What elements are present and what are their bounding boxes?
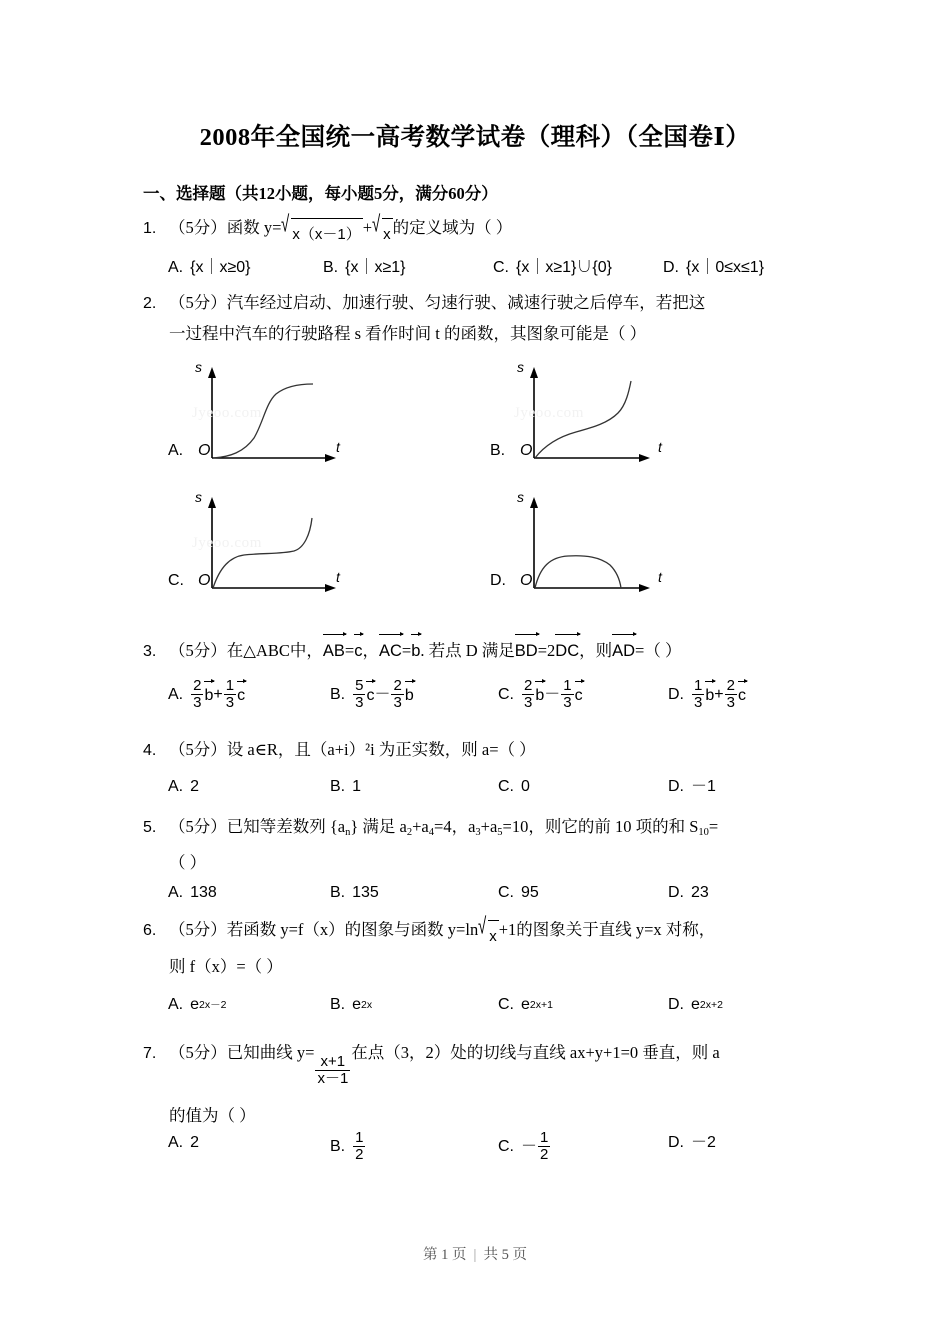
- vector-ac: AC: [379, 634, 402, 666]
- question-2: [143, 288, 843, 349]
- option-1-c[interactable]: C. {x｜x≥1}∪{0}: [493, 259, 612, 276]
- option-5-c[interactable]: C. 95: [498, 884, 539, 901]
- question-5-score: （5分）: [169, 817, 227, 836]
- question-1-stem-suffix: 的定义域为（ ）: [392, 218, 513, 237]
- option-7-c[interactable]: C. － $\frac{1}{2}$: [498, 1129, 549, 1164]
- figure-d-tag: D.: [490, 572, 506, 589]
- option-6-a[interactable]: A. e 2x－2: [168, 996, 227, 1013]
- watermark-b: Jyeoo.com: [514, 405, 584, 421]
- vector-3b-1: c: [366, 681, 374, 709]
- option-1-b[interactable]: B. {x｜x≥1}: [323, 259, 406, 276]
- fraction-3b-2: $\frac{2}{3}$: [393, 677, 402, 712]
- question-4-stem: （5分）设 a∈R，且（a+i）²i 为正实数，则 a=（ ）: [169, 740, 536, 759]
- question-2-line1: 汽车经过启动、加速行驶、匀速行驶、减速行驶之后停车，若把这: [226, 293, 706, 312]
- option-5-d[interactable]: D. 23: [668, 884, 709, 901]
- option-3-d[interactable]: D. $\frac{1}{3}$ b + $\frac{2}{3}$ c: [668, 677, 746, 712]
- option-4-a[interactable]: A. 2: [168, 778, 200, 795]
- question-7-score: （5分）: [169, 1043, 227, 1062]
- figure-d-y-axis-label: s: [517, 489, 524, 505]
- option-3-b[interactable]: B. $\frac{5}{3}$ c － $\frac{2}{3}$ b: [330, 677, 414, 712]
- question-4-score: （5分）: [169, 740, 227, 759]
- vector-3d-1: b: [705, 681, 714, 709]
- question-6-number: 6.: [143, 922, 157, 939]
- figure-a-x-axis-label: t: [336, 439, 340, 455]
- figure-c-x-axis-label: t: [336, 569, 340, 585]
- vector-c: c: [354, 634, 362, 666]
- question-3: [143, 634, 843, 667]
- figure-b-x-axis-label: t: [658, 439, 662, 455]
- footer-separator: |: [473, 1247, 477, 1263]
- question-2-line2: 一过程中汽车的行驶路程 s 看作时间 t 的函数，其图象可能是（ ）: [169, 324, 647, 343]
- figure-a-y-axis-label: s: [195, 359, 202, 375]
- option-1-a[interactable]: A. {x｜x≥0}: [168, 259, 251, 276]
- question-3-stem: （5分）在△ABC中，AB=c，AC=b. 若点 D 满足BD=2DC，则AD=（ ）: [169, 641, 681, 660]
- option-3-c[interactable]: C. $\frac{2}{3}$ b － $\frac{1}{3}$ c: [498, 677, 583, 712]
- question-7-line2: 的值为（ ）: [169, 1106, 256, 1126]
- question-5: [143, 812, 863, 878]
- plus-operator: +: [362, 218, 373, 237]
- question-7-stem: （5分）已知曲线 y= $\frac{x+1}{x-1}$ 在点（3，2）处的切线与直线 ax+y+1=0 垂直，则 a: [169, 1043, 720, 1087]
- sqrt-expression-q6: √ x: [478, 920, 498, 952]
- vector-ad: AD: [612, 634, 635, 666]
- fraction-3b-1: $\frac{5}{3}$: [355, 677, 364, 712]
- watermark-c: Jyeoo.com: [192, 535, 262, 551]
- fraction-3c-2: $\frac{1}{3}$: [563, 677, 572, 712]
- question-1: [143, 213, 843, 250]
- question-6: [143, 915, 843, 982]
- question-4-number: 4.: [143, 742, 157, 759]
- figure-a-origin: O: [198, 442, 211, 459]
- question-6-line2: 则 f（x）=（ ）: [169, 957, 283, 977]
- option-7-d[interactable]: D. －2: [668, 1134, 716, 1151]
- option-7-a[interactable]: A. 2: [168, 1134, 200, 1151]
- fraction-7b: $\frac{1}{2}$: [355, 1129, 364, 1164]
- figure-c-y-axis-label: s: [195, 489, 202, 505]
- question-7-number: 7.: [143, 1045, 157, 1062]
- vector-3c-1: b: [535, 681, 544, 709]
- option-3-a[interactable]: A. $\frac{2}{3}$ b + $\frac{1}{3}$ c: [168, 677, 246, 712]
- question-1-number: 1.: [143, 220, 157, 237]
- figure-c-origin: O: [198, 572, 211, 589]
- fraction-3d-1: $\frac{1}{3}$: [694, 677, 703, 712]
- question-5-stem: （5分）已知等差数列 $\{a_n\}$ 满足 $a_2+a_4=4$，$a_3+a_5=10$，则它的前 10 项的和 $S_{10}=$: [169, 817, 719, 838]
- option-4-c[interactable]: C. 0: [498, 778, 530, 795]
- watermark-a: Jyeoo.com: [192, 405, 262, 421]
- figure-b-origin: O: [520, 442, 533, 459]
- question-6-stem: （5分）若函数 y=f（x）的图象与函数 y=ln √ x +1的图象关于直线 y=x 对称，: [169, 920, 715, 939]
- figure-a-tag: A.: [168, 442, 184, 459]
- option-6-b[interactable]: B. e 2x: [330, 996, 373, 1013]
- option-4-b[interactable]: B. 1: [330, 778, 362, 795]
- question-5-line2: （ ）: [169, 852, 207, 872]
- fraction-3a-1: $\frac{2}{3}$: [193, 677, 202, 712]
- option-6-c[interactable]: C. e 2x+1: [498, 996, 553, 1013]
- sqrt-expression-1: √ x（x－1）: [281, 218, 362, 250]
- question-1-stem: [169, 212, 513, 244]
- figure-c-tag: C.: [168, 572, 184, 589]
- vector-bd: BD: [515, 634, 538, 666]
- vector-3a-2: c: [237, 681, 245, 709]
- question-2-score: （5分）: [169, 293, 227, 312]
- figure-d-origin: O: [520, 572, 533, 589]
- question-1-stem-prefix: 函数 y=: [226, 218, 282, 237]
- question-5-number: 5.: [143, 819, 157, 836]
- figure-d-plot: [490, 493, 670, 598]
- question-3-number: 3.: [143, 643, 157, 660]
- footer-total-pages: 共 5 页: [483, 1247, 527, 1263]
- vector-3d-2: c: [738, 681, 746, 709]
- vector-3c-2: c: [575, 681, 583, 709]
- vector-ab: AB: [323, 634, 345, 666]
- option-6-d[interactable]: D. e 2x+2: [668, 996, 723, 1013]
- question-6-score: （5分）: [169, 920, 227, 939]
- page-title: 2008年全国统一高考数学试卷（理科）（全国卷Ⅰ）: [199, 124, 751, 151]
- vector-3a-1: b: [204, 681, 213, 709]
- question-2-number: 2.: [143, 295, 157, 312]
- page-footer: [0, 1243, 950, 1264]
- option-5-b[interactable]: B. 135: [330, 884, 379, 901]
- question-3-score: （5分）: [169, 641, 227, 660]
- question-7: [143, 1038, 863, 1131]
- question-1-score: （5分）: [169, 218, 227, 237]
- vector-dc: DC: [555, 634, 579, 666]
- question-4: [143, 735, 843, 766]
- fraction-7c: $\frac{1}{2}$: [540, 1129, 549, 1164]
- sqrt-expression-2: √ x: [372, 218, 392, 250]
- fraction-3c-1: $\frac{2}{3}$: [524, 677, 533, 712]
- vector-3b-2: b: [405, 681, 414, 709]
- fraction-3a-2: $\frac{1}{3}$: [225, 677, 235, 712]
- figure-d-x-axis-label: t: [658, 569, 662, 585]
- vector-b: b: [411, 634, 420, 666]
- negative-sign-7c: －: [521, 1137, 538, 1155]
- figure-b-tag: B.: [490, 442, 506, 459]
- figure-b-y-axis-label: s: [517, 359, 524, 375]
- option-7-b[interactable]: B. $\frac{1}{2}$: [330, 1129, 364, 1164]
- section-heading: 一、选择题（共12小题，每小题5分，满分60分）: [143, 184, 498, 203]
- fraction-q7-stem: $\frac{x+1}{x-1}$: [317, 1052, 349, 1087]
- footer-current-page: 第 1 页: [423, 1247, 467, 1263]
- option-5-a[interactable]: A. 138: [168, 884, 217, 901]
- option-1-d[interactable]: D. {x｜0≤x≤1}: [663, 259, 765, 276]
- option-4-d[interactable]: D. －1: [668, 778, 716, 795]
- fraction-3d-2: $\frac{2}{3}$: [726, 677, 735, 712]
